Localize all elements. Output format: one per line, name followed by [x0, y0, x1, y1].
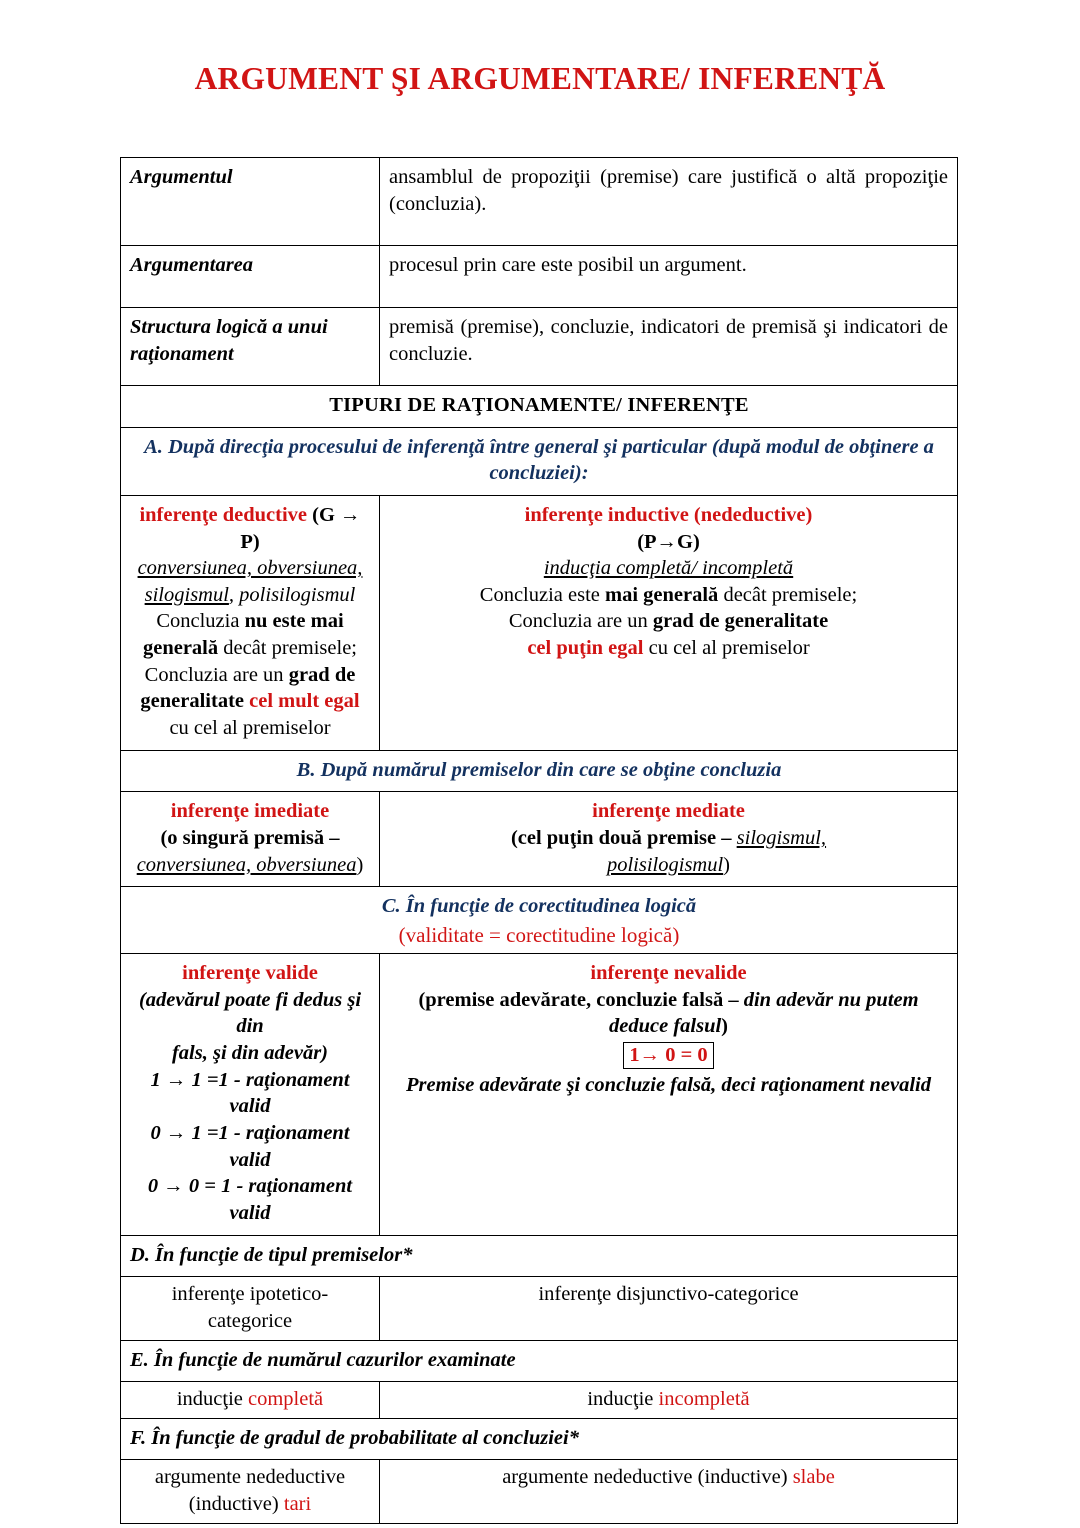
valide-paren-line2: fals, şi din adevăr) — [171, 1042, 329, 1065]
label-inferente-deductive: inferenţe deductive — [139, 503, 308, 526]
label-deductive-symbol: (G → P) — [240, 503, 361, 553]
imediate-line2: (o singură premisă – — [160, 826, 340, 849]
section-b-heading: B. După numărul premiselor din care se obţine concluzia — [121, 750, 958, 792]
cell-inferente-inductive — [380, 495, 958, 750]
table-row-section-d-content — [121, 1277, 958, 1340]
deductive-terms-line1: conversiunea, obversiunea, — [137, 557, 363, 580]
table-row-banner — [121, 386, 958, 428]
mediate-line2-underlined: silogismul, — [736, 826, 827, 849]
section-banner-tipuri: TIPURI DE RAŢIONAMENTE/ INFERENŢE — [121, 386, 958, 428]
inductie-incompleta-red: incompletă — [658, 1388, 750, 1411]
table-row-section-c-content — [121, 954, 958, 1235]
cell-argumente-slabe — [380, 1460, 958, 1523]
inductive-stmt2-c: cu cel al premiselor — [643, 637, 810, 660]
cell-argumente-tari — [121, 1460, 380, 1523]
valide-truth-row-3: 0 → 0 = 1 - raţionament valid — [147, 1175, 353, 1224]
argumente-tari-line1: argumente nedeductive — [154, 1466, 346, 1489]
deductive-stmt2-red: cel mult egal — [249, 690, 360, 713]
nevalide-paren-italic: din adevăr nu putem deduce falsul — [609, 988, 919, 1038]
cell-inferente-deductive — [121, 495, 380, 750]
deductive-terms-line2-plain: , polisilogismul — [228, 583, 356, 606]
table-row-section-b-heading — [121, 750, 958, 792]
inductie-completa-plain: inducţie — [176, 1388, 249, 1411]
inductie-incompleta-plain: inducţie — [587, 1388, 659, 1411]
valide-truth-row-1: 1 → 1 =1 - raţionament valid — [150, 1068, 350, 1118]
deductive-stmt2-a: Concluzia are un — [144, 663, 289, 686]
inductive-stmt1-bold: mai generală — [605, 583, 719, 606]
argumente-tari-red: tari — [283, 1493, 312, 1516]
deductive-stmt1-c: decât premisele; — [218, 637, 358, 660]
label-inferente-nevalide: inferenţe nevalide — [590, 962, 747, 985]
cell-inferente-valide — [121, 954, 380, 1235]
inductive-stmt2-red: cel puţin egal — [527, 637, 644, 660]
definition-text-argumentul: ansamblul de propoziţii (premise) care justifică o altă propoziţie (concluzia). — [380, 158, 958, 246]
valide-truth-row-2: 0 → 1 =1 - raţionament valid — [150, 1122, 350, 1171]
definition-text-structura-logica: premisă (premise), concluzie, indicatori de premisă şi indicatori de concluzie. — [380, 308, 958, 386]
table-row-argumentarea — [121, 246, 958, 308]
table-row-section-a-content — [121, 495, 958, 750]
inductive-stmt1-c: decât premisele; — [718, 583, 858, 606]
table-row-section-c-heading — [121, 887, 958, 954]
argument-types-table — [120, 157, 958, 1524]
deductive-stmt2-bold: grad de generalitate — [140, 663, 356, 713]
table-row-structura-logica — [121, 308, 958, 386]
cell-disjunctivo-categorice: inferenţe disjunctivo-categorice — [380, 1277, 958, 1340]
label-inductive-symbol: (P→G) — [637, 530, 700, 553]
deductive-stmt1-a: Concluzia — [156, 610, 245, 633]
definition-term-argumentul: Argumentul — [121, 158, 380, 246]
section-a-heading: A. După direcţia procesului de inferenţă între general şi particular (după modul de obţinere a concluziei): — [121, 427, 958, 495]
mediate-line2-a: (cel puţin două premise – — [510, 826, 737, 849]
nevalide-conclusion: Premise adevărate şi concluzie falsă, deci raţionament nevalid — [406, 1074, 931, 1097]
valide-paren-line1: (adevărul poate fi dedus şi din — [138, 988, 362, 1038]
label-inferente-inductive: inferenţe inductive (nedeductive) — [524, 503, 813, 526]
table-row-section-e-content — [121, 1382, 958, 1419]
section-d-heading: D. În funcţie de tipul premiselor* — [121, 1235, 958, 1277]
inductive-terms: inducţia completă/ incompletă — [543, 557, 794, 580]
deductive-stmt2-c: cu cel al premiselor — [169, 717, 331, 740]
label-inferente-imediate: inferenţe imediate — [170, 800, 330, 823]
mediate-line3-end: ) — [723, 853, 730, 876]
definition-term-structura-logica: Structura logică a unui raţionament — [121, 308, 380, 386]
mediate-line3-underlined: polisilogismul — [606, 853, 724, 876]
inductive-stmt2-bold: grad de generalitate — [652, 610, 829, 633]
section-c-heading: C. În funcţie de corectitudinea logică — [381, 895, 697, 918]
cell-inferente-imediate — [121, 792, 380, 887]
table-row-section-e-heading — [121, 1340, 958, 1382]
cell-inferente-mediate — [380, 792, 958, 887]
table-row-section-a-heading — [121, 427, 958, 495]
cell-ipotetico-categorice: inferenţe ipotetico-categorice — [121, 1277, 380, 1340]
deductive-terms-line2-underlined: silogismul — [144, 583, 229, 606]
nevalide-paren-a: (premise adevărate, concluzie falsă – — [418, 988, 744, 1011]
nevalide-paren-end: ) — [721, 1015, 728, 1038]
argumente-slabe-plain: argumente nedeductive (inductive) — [502, 1466, 793, 1489]
table-row-section-d-heading — [121, 1235, 958, 1277]
cell-inductie-incompleta — [380, 1382, 958, 1419]
page-title: ARGUMENT ŞI ARGUMENTARE/ INFERENŢĂ — [194, 61, 886, 96]
table-row-section-f-content — [121, 1460, 958, 1523]
section-c-heading-cell — [121, 887, 958, 954]
table-row-section-f-heading — [121, 1418, 958, 1460]
inductive-stmt2-a: Concluzia are un — [508, 610, 653, 633]
deductive-stmt1-bold: nu este mai generală — [142, 610, 344, 660]
section-f-heading: F. În funcţie de gradul de probabilitate al concluziei* — [121, 1418, 958, 1460]
argumente-slabe-red: slabe — [792, 1466, 835, 1489]
table-row-argumentul — [121, 158, 958, 246]
imediate-line3-end: ) — [356, 853, 364, 876]
section-c-subheading: (validitate = corectitudine logică) — [398, 922, 680, 947]
nevalide-boxed-formula: 1→ 0 = 0 — [623, 1042, 713, 1069]
label-inferente-mediate: inferenţe mediate — [592, 800, 745, 823]
imediate-line3-underlined: conversiunea, obversiunea — [136, 853, 357, 876]
section-e-heading: E. În funcţie de numărul cazurilor examinate — [121, 1340, 958, 1382]
argumente-tari-line2-plain: (inductive) — [188, 1493, 284, 1516]
label-inferente-valide: inferenţe valide — [182, 962, 318, 985]
cell-inferente-nevalide — [380, 954, 958, 1235]
definition-text-argumentarea: procesul prin care este posibil un argument. — [380, 246, 958, 308]
cell-inductie-completa — [121, 1382, 380, 1419]
table-row-section-b-content — [121, 792, 958, 887]
definition-term-argumentarea: Argumentarea — [121, 246, 380, 308]
inductie-completa-red: completă — [248, 1388, 324, 1411]
inductive-stmt1-a: Concluzia este — [479, 583, 606, 606]
